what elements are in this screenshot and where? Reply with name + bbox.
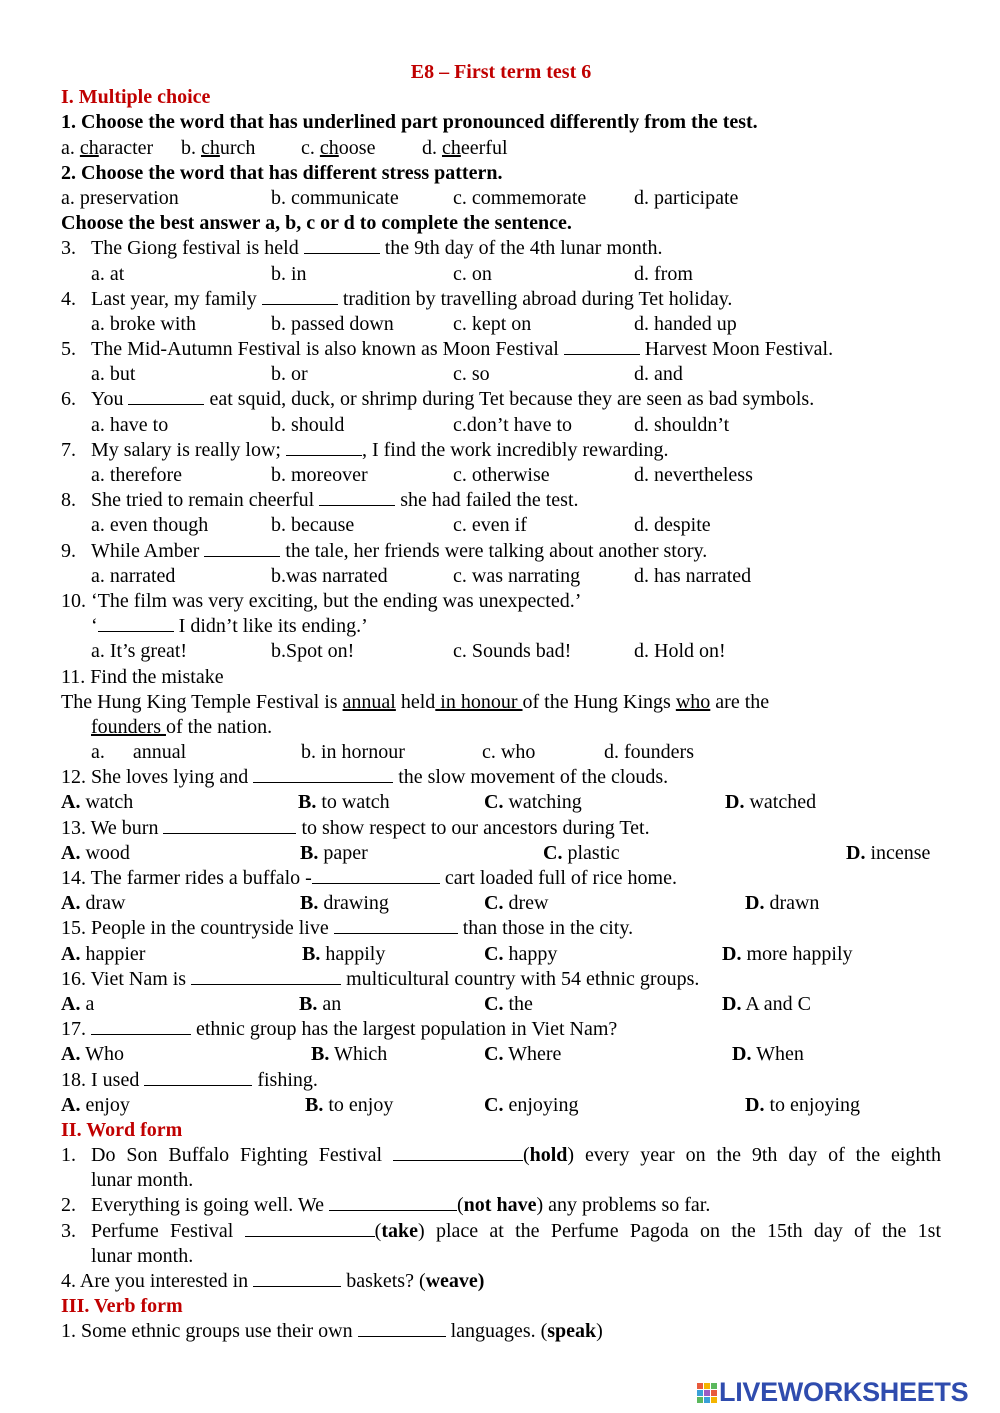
q4-option-b[interactable]: b. passed down [271,312,394,335]
q8-answer-blank[interactable] [319,488,395,506]
liveworksheets-logo-icon [697,1383,717,1403]
wf2-answer-blank[interactable] [329,1193,457,1211]
q11-sentence: The Hung King Temple Festival is annual held in honour of the Hung Kings who are the [61,690,770,713]
q11-underlined-in-honour: in honour [435,690,523,713]
q11-underlined-founders: founders [91,715,166,738]
q14-stem: 14. The farmer rides a buffalo - cart loaded full of rice home. [61,867,677,889]
wf3-answer-blank[interactable] [245,1219,375,1237]
q7-options [61,463,941,488]
q11-sentence-cont: founders of the nation. [91,715,273,738]
q2-instruction: 2. Choose the word that has different stress pattern. [61,161,503,184]
q2-option-c[interactable]: c. commemorate [453,186,587,209]
q13-answer-blank[interactable] [163,816,296,834]
q2-option-a[interactable]: a. preservation [61,186,179,209]
q11-heading: 11. Find the mistake [61,665,224,688]
q6-options [61,413,941,438]
instruction-best-answer: Choose the best answer a, b, c or d to complete the sentence. [61,212,572,235]
q8-option-b[interactable]: b. because [271,514,355,537]
wf1-line: 1. Do Son Buffalo Fighting Festival (hold) every year on the 9th day of the eighth [61,1144,941,1167]
q13-option-a[interactable]: A. wood [61,841,130,864]
q11-underlined-annual: annual [342,690,396,713]
q12-answer-blank[interactable] [253,765,393,783]
q13-option-d[interactable]: D. incense [846,841,931,864]
wf1-line2: lunar month. [91,1169,194,1192]
wf1-answer-blank[interactable] [393,1143,523,1161]
section-multiple-choice-heading: I. Multiple choice [61,86,211,109]
wf2-line: 2. Everything is going well. We (not have) any problems so far. [61,1194,711,1217]
q10-option-b[interactable]: b.Spot on! [271,640,355,663]
q17-stem: 17. ethnic group has the largest population in Viet Nam? [61,1018,618,1041]
q9-stem: 9. While Amber the tale, her friends were talking about another story. [61,539,708,562]
q16-option-d[interactable]: D. A and C [722,992,811,1015]
q18-option-c[interactable]: C. enjoying [484,1093,579,1116]
q5-option-d[interactable]: d. and [634,363,683,386]
wf3-line2: lunar month. [91,1244,194,1267]
section-word-form-heading: II. Word form [61,1118,183,1141]
q8-option-a[interactable]: a. even though [91,514,209,537]
q5-answer-blank[interactable] [564,337,640,355]
q18-options [61,1093,941,1118]
q4-answer-blank[interactable] [262,287,338,305]
q9-answer-blank[interactable] [204,539,280,557]
q3-option-d[interactable]: d. from [634,262,693,285]
vf1-line: 1. Some ethnic groups use their own languages. (speak) [61,1320,603,1343]
q12-option-d[interactable]: D. watched [725,791,817,814]
q12-option-c[interactable]: C. watching [484,791,582,814]
q5-options [61,362,941,387]
q13-option-b[interactable]: B. paper [300,841,368,864]
q18-option-b[interactable]: B. to enjoy [305,1093,394,1116]
q4-option-c[interactable]: c. kept on [453,312,532,335]
q18-answer-blank[interactable] [144,1068,252,1086]
q1-options [61,136,941,161]
wf4-line: 4. Are you interested in baskets? (weave) [61,1270,485,1292]
q15-option-d[interactable]: D. more happily [722,942,853,965]
q5-option-b[interactable]: b. or [271,363,308,386]
q11-underlined-who: who [675,690,711,713]
q5-stem: 5. The Mid-Autumn Festival is also known as Moon Festival Harvest Moon Festival. [61,338,834,361]
q14-option-c[interactable]: C. drew [484,892,549,915]
q10-options [61,639,941,664]
q11-options [61,740,941,765]
q12-option-b[interactable]: B. to watch [298,791,390,814]
q3-stem: 3. The Giong festival is held the 9th day of the 4th lunar month. [61,237,663,260]
q15-option-b[interactable]: B. happily [302,942,386,965]
q2-option-b[interactable]: b. communicate [271,186,399,209]
q17-option-c[interactable]: C. Where [484,1043,562,1066]
q18-option-a[interactable]: A. enjoy [61,1093,130,1116]
q9-option-d[interactable]: d. has narrated [634,564,752,587]
q15-option-a[interactable]: A. happier [61,942,146,965]
q17-answer-blank[interactable] [91,1017,191,1035]
q13-stem: 13. We burn to show respect to our ancestors during Tet. [61,816,650,839]
q7-option-b[interactable]: b. moreover [271,464,368,486]
q14-options [61,891,941,916]
q13-options [61,841,941,866]
q17-options [61,1042,941,1067]
q6-answer-blank[interactable] [128,387,204,405]
liveworksheets-logo[interactable] [697,1377,993,1407]
q4-stem: 4. Last year, my family tradition by travelling abroad during Tet holiday. [61,287,733,310]
wf3-line: 3. Perfume Festival (take) place at the Perfume Pagoda on the 15th day of the 1st [61,1219,941,1242]
q1-option-c[interactable]: c. choose [301,136,376,159]
q15-option-c[interactable]: C. happy [484,942,558,965]
q8-option-d[interactable]: d. despite [634,514,711,537]
section-verb-form-heading: III. Verb form [61,1295,183,1318]
q15-answer-blank[interactable] [334,916,458,934]
q16-option-b[interactable]: B. an [299,992,342,1015]
q12-option-a[interactable]: A. watch [61,791,134,814]
q18-stem: 18. I used fishing. [61,1068,318,1091]
q1-instruction: 1. Choose the word that has underlined part pronounced differently from the test. [61,111,758,134]
q9-option-a[interactable]: a. narrated [91,564,176,587]
q10-stem: 10. ‘The film was very exciting, but the ending was unexpected.’ [61,589,582,612]
q16-answer-blank[interactable] [191,967,341,985]
q6-option-b[interactable]: b. should [271,413,345,436]
q5-option-a[interactable]: a. but [91,363,136,386]
q1-option-d[interactable]: d. cheerful [422,136,508,159]
q5-option-c[interactable]: c. so [453,363,490,386]
q2-options [61,186,941,211]
q6-option-d[interactable]: d. shouldn’t [634,413,730,436]
wf4-answer-blank[interactable] [253,1269,341,1287]
q14-option-a[interactable]: A. draw [61,892,126,915]
q7-answer-blank[interactable] [286,438,362,456]
q12-stem: 12. She loves lying and the slow movement of the clouds. [61,766,669,789]
q14-answer-blank[interactable] [312,866,440,884]
q8-option-c[interactable]: c. even if [453,514,527,537]
q3-options [61,262,941,287]
q9-options [61,564,941,589]
q17-option-b[interactable]: B. Which [311,1043,388,1066]
liveworksheets-logo-text: LIVEWORKSHEETS [719,1377,969,1407]
q11-option-d[interactable]: d. founders [604,741,694,764]
q12-options [61,790,941,815]
q10-option-a[interactable]: a. It’s great! [91,640,188,663]
q14-option-b[interactable]: B. drawing [300,892,389,915]
q15-stem: 15. People in the countryside live than those in the city. [61,917,634,940]
q18-option-d[interactable]: D. to enjoying [745,1093,860,1116]
q6-option-a[interactable]: a. have to [91,413,169,436]
q8-options [61,513,941,538]
q17-option-a[interactable]: A. Who [61,1043,124,1066]
q10-response: ‘ I didn’t like its ending.’ [91,615,368,638]
worksheet [61,60,941,1345]
q15-options [61,942,941,967]
q7-option-a[interactable]: a. therefore [91,464,183,486]
q6-stem: 6. You eat squid, duck, or shrimp during Tet because they are seen as bad symbols. [61,388,815,411]
q16-option-a[interactable]: A. a [61,992,95,1015]
q6-option-c[interactable]: c.don’t have to [453,413,573,436]
q4-option-a[interactable]: a. broke with [91,312,196,335]
q10-option-c[interactable]: c. Sounds bad! [453,640,572,663]
q17-option-d[interactable]: D. When [732,1043,804,1066]
q3-answer-blank[interactable] [304,236,380,254]
q16-option-c[interactable]: C. the [484,992,533,1015]
q10-option-d[interactable]: d. Hold on! [634,640,726,663]
q1-option-a[interactable]: a. character [61,136,154,159]
q7-option-d[interactable]: d. nevertheless [634,464,753,486]
q1-option-b[interactable]: b. church [181,136,256,159]
q13-option-c[interactable]: C. plastic [543,841,620,864]
q4-options [61,312,941,337]
q9-option-b[interactable]: b.was narrated [271,564,388,587]
q11-option-a[interactable]: a. annual [91,741,187,764]
q3-option-b[interactable]: b. in [271,262,307,285]
q7-option-c[interactable]: c. otherwise [453,464,550,486]
q10-answer-blank[interactable] [98,614,174,632]
vf1-answer-blank[interactable] [358,1319,446,1337]
q16-options [61,992,941,1017]
page-title: E8 – First term test 6 [410,61,592,83]
q16-stem: 16. Viet Nam is multicultural country with 54 ethnic groups. [61,967,700,990]
q11-option-c[interactable]: c. who [482,741,536,764]
q11-option-b[interactable]: b. in hornour [301,741,405,764]
q2-option-d[interactable]: d. participate [634,186,739,209]
q9-option-c[interactable]: c. was narrating [453,564,581,587]
q8-stem: 8. She tried to remain cheerful she had failed the test. [61,489,579,512]
q4-option-d[interactable]: d. handed up [634,312,737,335]
q7-stem: 7. My salary is really low; , I find the work incredibly rewarding. [61,438,669,461]
q14-option-d[interactable]: D. drawn [745,892,820,915]
q3-option-c[interactable]: c. on [453,262,492,285]
q3-option-a[interactable]: a. at [91,262,125,285]
